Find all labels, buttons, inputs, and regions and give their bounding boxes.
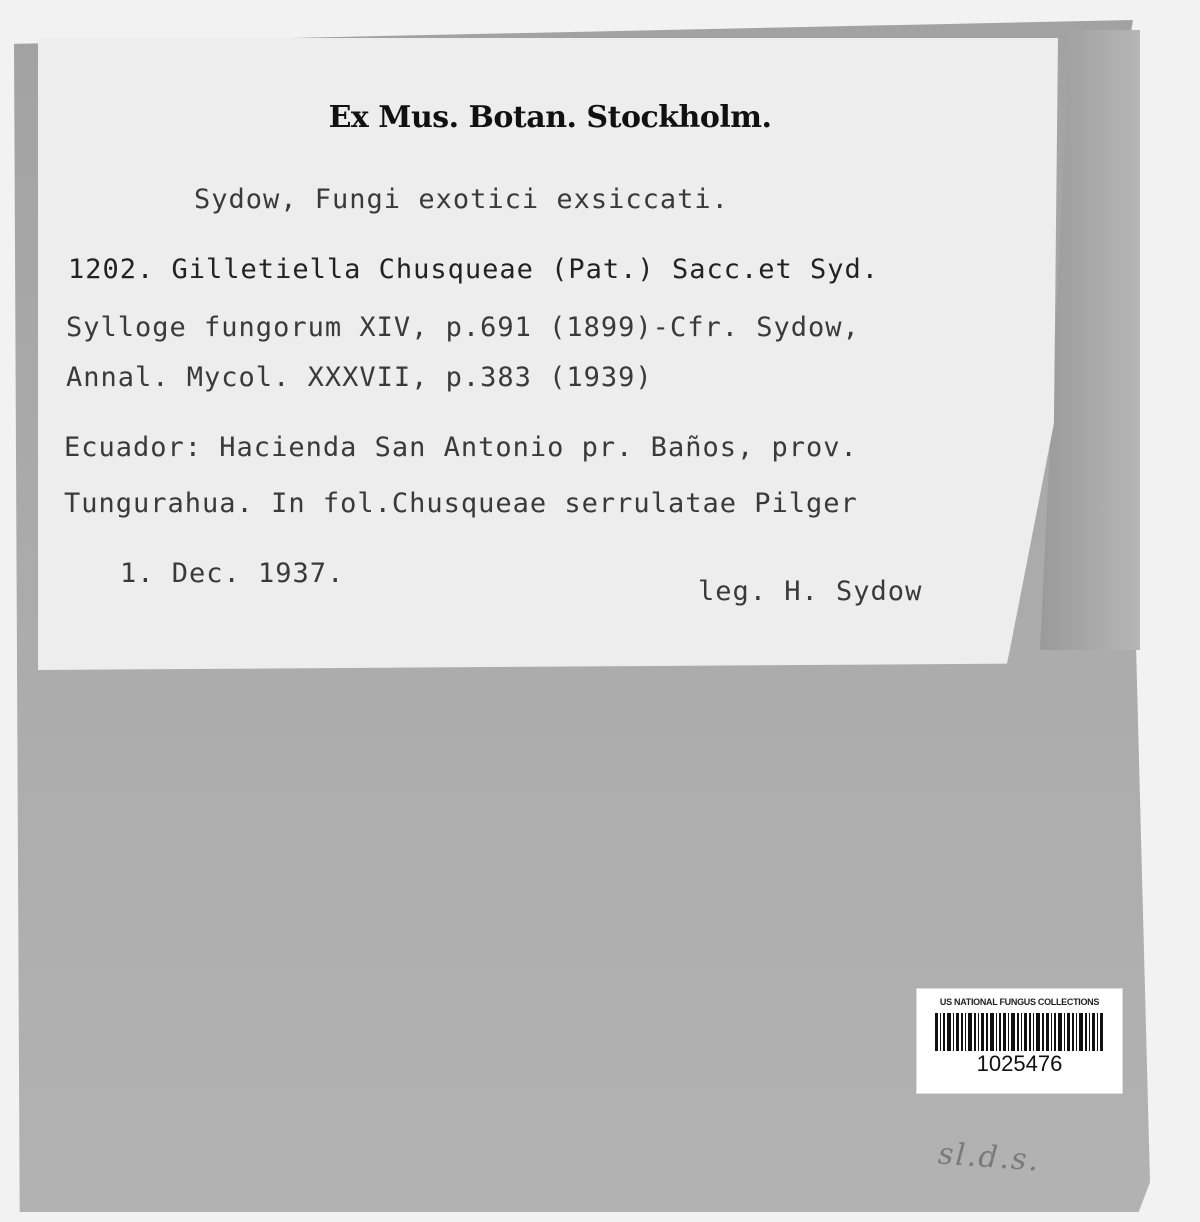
label-line-3: Annal. Mycol. XXXVII, p.383 (1939) xyxy=(66,362,653,393)
barcode-number: 1025476 xyxy=(976,1051,1063,1076)
collection-date: 1. Dec. 1937. xyxy=(120,558,345,589)
label-line-5: Tungurahua. In fol.Chusqueae serrulatae Pilger xyxy=(64,488,858,519)
barcode-icon xyxy=(935,1013,1105,1051)
barcode-sticker xyxy=(916,988,1123,1094)
pencil-annotation: sl.d.s. xyxy=(936,1136,1042,1179)
label-line-2: Sylloge fungorum XIV, p.691 (1899)-Cfr. Sydow, xyxy=(66,312,860,343)
label-line-4: Ecuador: Hacienda San Antonio pr. Baños, prov. xyxy=(64,432,858,463)
label-header: Ex Mus. Botan. Stockholm. xyxy=(328,100,772,135)
barcode-title: US NATIONAL FUNGUS COLLECTIONS xyxy=(939,997,1100,1007)
series-title: Sydow, Fungi exotici exsiccati. xyxy=(194,184,729,215)
label-line-1: 1202. Gilletiella Chusqueae (Pat.) Sacc.et Syd. xyxy=(68,254,880,285)
collector: leg. H. Sydow xyxy=(698,576,923,607)
